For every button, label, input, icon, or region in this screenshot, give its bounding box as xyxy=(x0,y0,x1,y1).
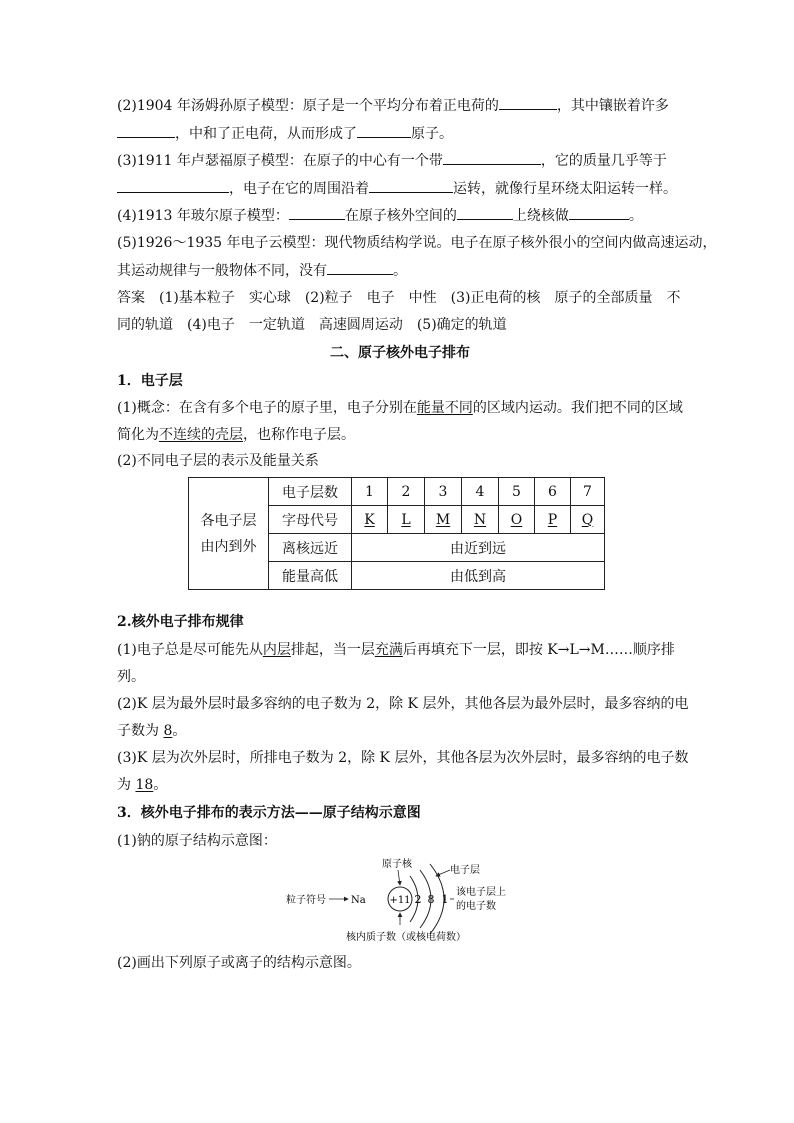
table-caption: (2)不同电子层的表示及能量关系 xyxy=(117,453,319,469)
number-cell: 4 xyxy=(462,478,499,506)
symbol: Na xyxy=(351,895,366,906)
para-3-line-1 xyxy=(117,150,667,171)
letter-cell xyxy=(571,506,605,534)
concept-line-2 xyxy=(117,425,355,445)
underlined-text: 18 xyxy=(135,777,154,793)
underlined-text: 充满 xyxy=(374,642,403,658)
letter: N xyxy=(473,511,487,528)
fill-blank[interactable] xyxy=(289,205,345,220)
text: 简化为 xyxy=(117,427,159,443)
letter-cell xyxy=(425,506,462,534)
fill-blank[interactable] xyxy=(357,123,411,138)
layer-label: 电子层 xyxy=(450,865,480,876)
fill-blank[interactable] xyxy=(443,150,541,165)
rule-3-line-2 xyxy=(117,775,167,795)
heading-3: 3．核外电子排布的表示方法——原子结构示意图 xyxy=(117,805,421,821)
text: 。 xyxy=(153,777,168,793)
text: (5)1926～1935 年电子云模型：现代物质结构学说。电子在原子核外很小的空间内做高速运动， xyxy=(117,235,717,251)
letter-cell xyxy=(462,506,499,534)
text: 。 xyxy=(172,723,187,739)
para-4 xyxy=(117,205,643,226)
text: ，也称作电子层。 xyxy=(243,427,355,443)
text: 排起，当一层 xyxy=(290,642,375,658)
number-cell: 3 xyxy=(425,478,462,506)
heading-2: 2.核外电子排布规律 xyxy=(117,614,244,630)
rule-2-line-1: (2)K 层为最外层时最多容纳的电子数为 2，除 K 层外，其他各层为最外层时，最多容纳的电 xyxy=(117,696,689,712)
text: 在原子核外空间的 xyxy=(344,208,457,224)
text: (1)概念：在含有多个电子的原子里，电子分别在 xyxy=(117,400,417,416)
para-5-line-1 xyxy=(117,233,717,253)
label-cell: 电子层数 xyxy=(269,478,352,506)
text: ，其中镶嵌着许多 xyxy=(556,98,669,114)
text: 后再填充下一层，即按 K→L→M……顺序排 xyxy=(402,642,675,658)
electron-label: 该电子层上 xyxy=(456,887,506,898)
text: (4)1913 年玻尔原子模型： xyxy=(117,208,289,224)
underlined-text: 内层 xyxy=(262,642,291,658)
letter: Q xyxy=(581,511,594,528)
fill-blank[interactable] xyxy=(117,178,229,193)
rule-1-line-2: 列。 xyxy=(117,669,145,685)
nucleus-circle xyxy=(388,887,412,911)
answer-line-2: 同的轨道 (4)电子 一定轨道 高速圆周运动 (5)确定的轨道 xyxy=(117,317,507,333)
letter: M xyxy=(435,511,451,528)
electron-label: 的电子数 xyxy=(456,901,496,912)
underlined-text: 8 xyxy=(163,723,173,739)
text: 上绕核做 xyxy=(512,208,569,224)
section-title: 二、原子核外电子排布 xyxy=(330,345,470,361)
energy-cell: 由低到高 xyxy=(352,562,605,590)
fill-blank[interactable] xyxy=(499,95,557,110)
letter: P xyxy=(547,511,558,528)
row-header-cell xyxy=(189,478,269,590)
distance-cell: 由近到远 xyxy=(352,534,605,562)
nucleus-charge: +11 xyxy=(389,895,411,906)
para-2-line-2 xyxy=(117,123,453,144)
para-2-line-1 xyxy=(117,95,669,116)
rule-3-line-1: (3)K 层为次外层时，所排电子数为 2，除 K 层外，其他各层为次外层时，最多容纳的电子数 xyxy=(117,750,689,766)
text: (2)1904 年汤姆孙原子模型：原子是一个平均分布着正电荷的 xyxy=(117,98,499,114)
electron-count: 2 xyxy=(414,893,422,906)
number-cell: 5 xyxy=(499,478,535,506)
arrow xyxy=(436,870,450,876)
text: ，它的质量几乎等于 xyxy=(540,153,667,169)
letter-cell xyxy=(499,506,535,534)
letter: L xyxy=(401,511,411,528)
number-cell: 1 xyxy=(352,478,388,506)
text: ，中和了正电荷，从而形成了 xyxy=(175,126,357,142)
shell-arc-2 xyxy=(420,870,431,928)
label-cell: 能量高低 xyxy=(269,562,352,590)
fill-blank[interactable] xyxy=(569,205,629,220)
number-cell: 2 xyxy=(388,478,425,506)
text: 的区域内运动。我们把不同的区域 xyxy=(472,400,683,416)
arrow xyxy=(398,870,400,885)
diagram-caption-2: (2)画出下列原子或离子的结构示意图。 xyxy=(117,955,361,971)
text: 原子。 xyxy=(411,126,453,142)
row-header-line-2: 由内到外 xyxy=(200,538,257,555)
para-3-line-2 xyxy=(117,178,677,199)
concept-line-1 xyxy=(117,398,683,418)
proton-label: 核内质子数（或核电荷数） xyxy=(346,932,466,943)
text: 为 xyxy=(117,777,136,793)
text: 子数为 xyxy=(117,723,164,739)
number-cell: 6 xyxy=(535,478,571,506)
fill-blank[interactable] xyxy=(457,205,513,220)
text: (1)电子总是尽可能先从 xyxy=(117,642,263,658)
number-cell: 7 xyxy=(571,478,605,506)
answer-line-1: 答案 (1)基本粒子 实心球 (2)粒子 电子 中性 (3)正电荷的核 原子的全部质量 不 xyxy=(117,290,681,306)
letter-cell xyxy=(352,506,388,534)
nucleus-label: 原子核 xyxy=(382,859,412,870)
heading-1: 1．电子层 xyxy=(117,373,183,389)
underlined-text: 不连续的壳层 xyxy=(159,427,243,443)
row-header-line-1: 各电子层 xyxy=(200,512,257,529)
underlined-text: 能量不同 xyxy=(416,400,473,416)
text: 其运动规律与一般物体不同，没有 xyxy=(117,263,327,279)
text: 运转，就像行星环绕太阳运转一样。 xyxy=(453,181,677,197)
shell-arc-3 xyxy=(427,864,444,934)
rule-2-line-2 xyxy=(117,721,186,741)
fill-blank[interactable] xyxy=(327,260,393,275)
text: 。 xyxy=(628,208,643,224)
text: (3)1911 年卢瑟福原子模型：在原子的中心有一个带 xyxy=(117,153,443,169)
shell-arc-1 xyxy=(410,876,418,922)
electron-count: 8 xyxy=(427,893,435,906)
letter-cell xyxy=(535,506,571,534)
letter: K xyxy=(364,511,375,528)
letter-cell xyxy=(388,506,425,534)
table-row xyxy=(189,478,605,506)
fill-blank[interactable] xyxy=(117,123,175,138)
electron-count: 1 xyxy=(441,893,449,906)
fill-blank[interactable] xyxy=(369,178,453,193)
text: ，电子在它的周围沿着 xyxy=(229,181,369,197)
diagram-caption-1: (1)钠的原子结构示意图： xyxy=(117,833,277,849)
electron-layer-table xyxy=(188,477,605,590)
label-cell: 字母代号 xyxy=(269,506,352,534)
text: 。 xyxy=(393,263,407,279)
rule-1-line-1 xyxy=(117,640,675,660)
symbol-label: 粒子符号 xyxy=(286,895,326,906)
letter: O xyxy=(510,511,523,528)
label-cell: 离核远近 xyxy=(269,534,352,562)
para-5-line-2 xyxy=(117,260,407,281)
